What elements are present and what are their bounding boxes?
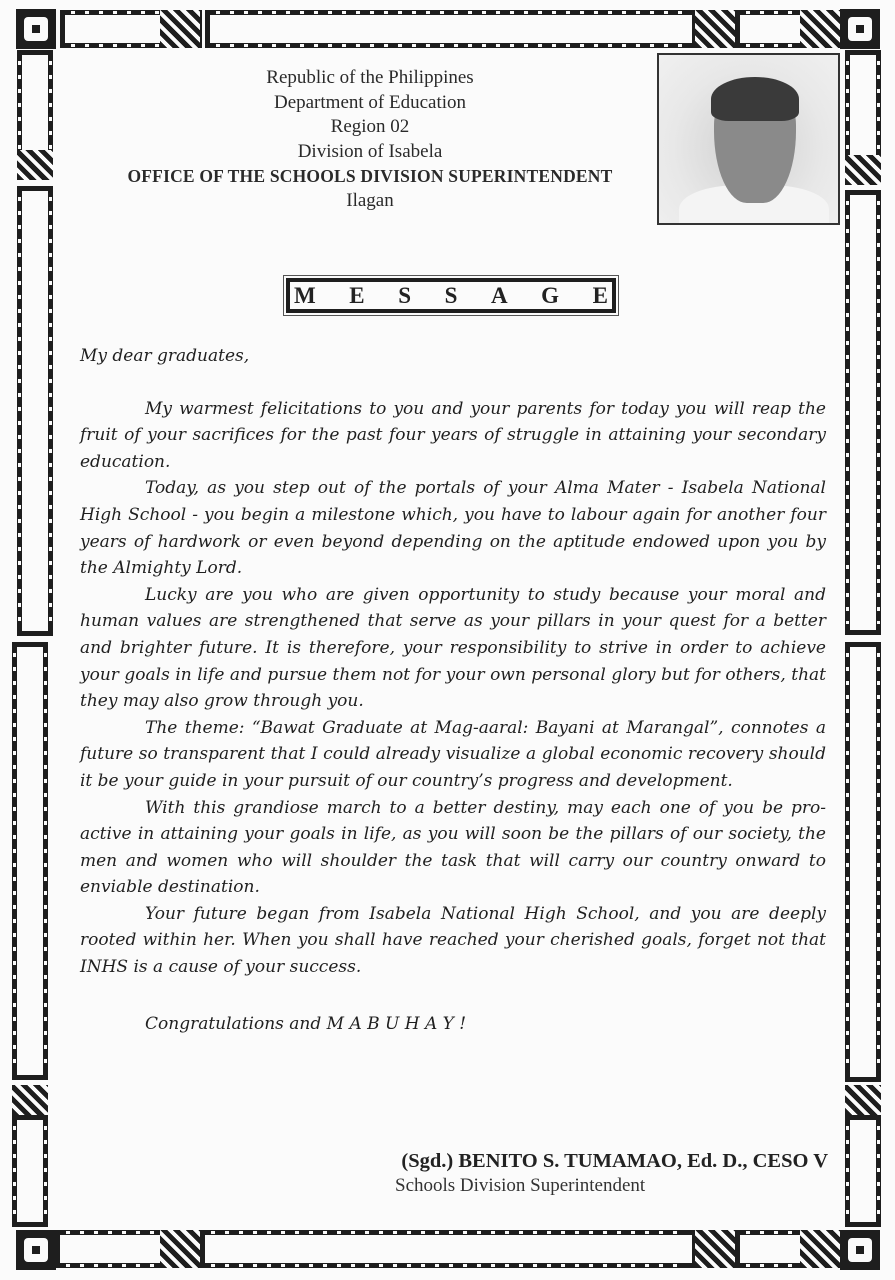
border-knot: [160, 1230, 200, 1268]
border-left-segment: [12, 1115, 48, 1227]
closing-line: Congratulations and M A B U H A Y !: [145, 1013, 467, 1034]
letterhead-office: OFFICE OF THE SCHOOLS DIVISION SUPERINTENDENT: [127, 166, 613, 186]
title-letter: S: [444, 282, 458, 308]
letterhead-republic: Republic of the Philippines: [266, 67, 474, 88]
letterhead-department: Department of Education: [273, 91, 467, 113]
border-knot: [12, 1085, 48, 1115]
border-left-segment: [12, 642, 48, 1080]
border-right-segment: [845, 1115, 881, 1227]
title-letter: M: [294, 282, 316, 308]
title-letter: G: [541, 282, 560, 308]
letterhead-division: Division of Isabela: [297, 140, 443, 162]
signatory-name: (Sgd.) BENITO S. TUMAMAO, Ed. D., CESO V: [401, 1150, 828, 1172]
border-corner-bottom-left: [16, 1230, 56, 1270]
message-paragraph: Today, as you step out of the portals of your Alma Mater - Isabela National High School - you begin a milestone which, you have to labour again for another four years of hardwork or even beyond depending on the aptitude endowed upon you by the Almighty Lord.: [80, 478, 826, 579]
border-knot: [695, 10, 735, 48]
message-paragraph: Your future began from Isabela National High School, and you are deeply rooted within her. When you shall have reached your cherished goals, forget not that INHS is a cause of your success.: [80, 903, 826, 978]
border-knot: [695, 1230, 735, 1268]
signature-block: [250, 1150, 828, 1197]
message-paragraph: Lucky are you who are given opportunity to study because your moral and human values are strengthened that serve as your pillars in your quest for a better and brighter future. It is therefore, your responsibility to strive in order to achieve your goals in life and pursue them not for your own personal glory but for others, that they may also grow through you.: [80, 584, 826, 712]
title-letter: A: [490, 282, 508, 308]
border-top-segment: [205, 10, 697, 48]
border-knot: [17, 150, 53, 180]
salutation: My dear graduates,: [80, 346, 250, 366]
message-paragraph: My warmest felicitations to you and your parents for today you will reap the fruit of your sacrifices for the past four years of struggle in attaining your secondary education.: [80, 398, 826, 472]
border-bottom-segment: [200, 1230, 697, 1268]
border-corner-bottom-right: [840, 1230, 880, 1270]
border-right-segment: [845, 190, 881, 635]
signatory-position: Schools Division Superintendent: [395, 1175, 646, 1196]
border-left-segment: [17, 186, 53, 636]
title-letter: E: [349, 282, 365, 308]
portrait-hair: [711, 77, 799, 121]
message-title-box: [283, 275, 619, 316]
portrait-photo: [657, 53, 840, 225]
message-body: [80, 343, 826, 1037]
border-corner-top-left: [16, 9, 56, 49]
border-knot: [160, 10, 200, 48]
border-knot: [800, 10, 840, 48]
message-paragraph: With this grandiose march to a better destiny, may each one of you be pro-active in attaining your goals in life, as you will soon be the pillars of our society, the men and women who will shoulder the task that will carry our country onward to enviable destination.: [80, 797, 826, 898]
letterhead-region: Region 02: [330, 116, 410, 137]
title-letter: S: [398, 282, 412, 308]
letterhead: [80, 66, 660, 213]
border-corner-top-right: [840, 9, 880, 49]
message-title: [286, 278, 616, 313]
border-knot: [800, 1230, 840, 1268]
letterhead-city: Ilagan: [346, 189, 394, 211]
message-paragraph: The theme: “Bawat Graduate at Mag-aaral: Bayani at Marangal”, connotes a future so transparent that I could already visualize a global economic recovery should it be your guide in your pursuit of our country’s progress and development.: [80, 717, 826, 791]
border-knot: [845, 155, 881, 185]
border-knot: [845, 1085, 881, 1115]
title-letter: E: [592, 282, 608, 308]
border-right-segment: [845, 642, 881, 1082]
